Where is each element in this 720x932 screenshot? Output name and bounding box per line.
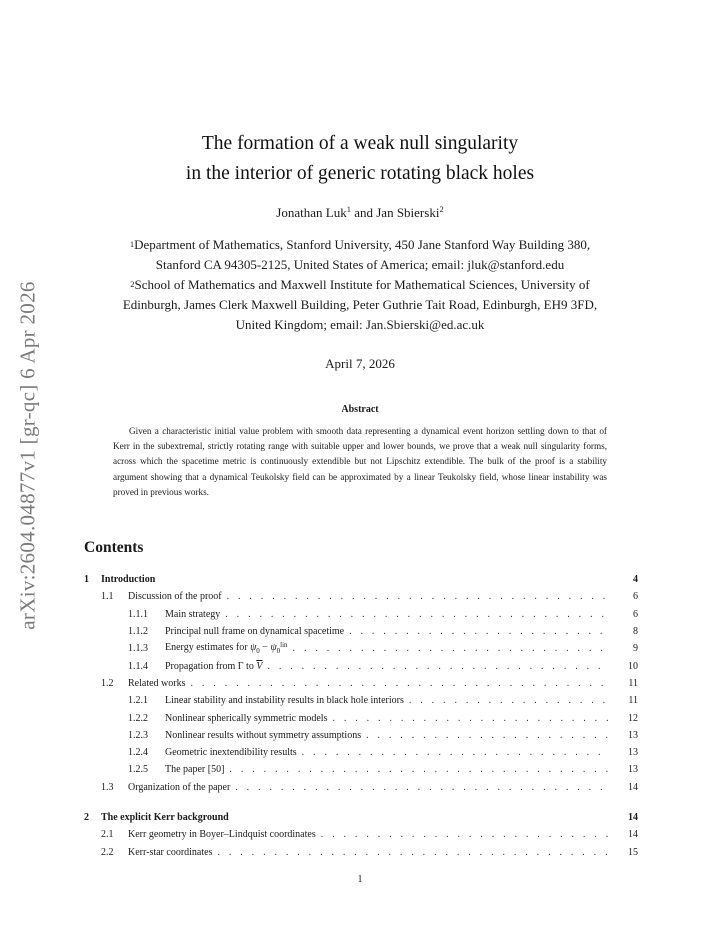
toc-entry-1-2-4[interactable]: 1.2.4 Geometric inextendibility results . . . 13 [84,744,638,761]
affiliation-2-line-2: Edinburgh, James Clerk Maxwell Building, Peter Guthrie Tait Road, Edinburgh, EH9 3FD, [122,297,598,312]
toc-entry-1-3[interactable]: 1.3 Organization of the paper . . . 14 [84,779,638,796]
toc-leader-dots [225,609,609,620]
author-luk-affil-mark: 1 [346,204,351,214]
title-line-2: in the interior of generic rotating black holes [185,163,535,184]
affiliation-1-line-1: $^1$Department of Mathematics, Stanford University, 450 Jane Stanford Way Building 380, [129,237,591,252]
arxiv-identifier-text: arXiv:2604.04877v1 [gr-qc] 6 Apr 2026 [15,281,40,630]
abstract-heading: Abstract [341,404,379,415]
toc-leader-dots [349,626,609,637]
toc-entry-1-2-3[interactable]: 1.2.3 Nonlinear results without symmetry assumptions . . . 13 [84,727,638,744]
toc-entry-1-2-1[interactable]: 1.2.1 Linear stability and instability results in black hole interiors . . . 11 [84,692,638,709]
toc-leader-dots [332,713,609,724]
affiliation-1-mark: 1 [129,239,135,249]
affiliation-2-line-3: United Kingdom; email: Jan.Sbierski@ed.ac.uk [235,317,485,332]
toc-entry-1-1-3[interactable]: 1.1.3 Energy estimates for $\psi_0 - \psi_0^{lin}$ . . . 9 [84,640,638,657]
toc-leader-dots [293,643,609,654]
paper-date: April 7, 2026 [325,356,395,371]
toc-leader-dots [409,695,609,706]
page-number: 1 [357,874,363,885]
affiliation-1-line-2: Stanford CA 94305-2125, United States of America; email: jluk@stanford.edu [155,257,565,272]
toc-entry-1-1-4[interactable]: 1.1.4 Propagation from Γ to $\overline{V}$ . . . 10 [84,657,638,674]
author-list [0,205,720,221]
affiliations [0,235,720,335]
affiliation-2-line-1: $^2$School of Mathematics and Maxwell Institute for Mathematical Sciences, University of [130,277,590,292]
toc-leader-dots [366,730,609,741]
affiliation-2-mark: 2 [130,279,135,289]
table-of-contents [84,571,638,861]
toc-entry-section-1[interactable]: 1 Introduction 4 [84,574,638,586]
toc-entry-1-1-2[interactable]: 1.1.2 Principal null frame on dynamical spacetime . . . 8 [84,623,638,640]
toc-leader-dots [321,829,609,840]
toc-entry-1-1[interactable]: 1.1 Discussion of the proof . . . 6 [84,588,638,605]
toc-entry-1-1-1[interactable]: 1.1.1 Main strategy . . . 6 [84,606,638,623]
toc-leader-dots [229,764,609,775]
toc-entry-section-2[interactable]: 2 The explicit Kerr background 14 [84,812,638,823]
author-luk: Jonathan Luk [276,205,347,220]
paper-title [0,129,720,189]
toc-leader-dots [191,678,610,689]
author-sbierski-affil-mark: 2 [439,204,444,214]
toc-leader-dots [227,591,609,602]
toc-entry-1-2-2[interactable]: 1.2.2 Nonlinear spherically symmetric models . . . 12 [84,709,638,726]
toc-entry-2-1[interactable]: 2.1 Kerr geometry in Boyer–Lindquist coordinates . . . 14 [84,826,638,843]
contents-heading: Contents [84,539,144,556]
toc-leader-dots [235,782,609,793]
author-sbierski: Jan Sbierski [376,205,440,220]
toc-entry-1-2[interactable]: 1.2 Related works . . . 11 [84,675,638,692]
toc-leader-dots [302,747,609,758]
abstract-body: Given a characteristic initial value problem with smooth data representing a dynamical event horizon settling down to that of Kerr in the subextremal, strictly rotating range with suitable upper and lower bounds, we prove that a weak null singularity forms, across which the spacetime metric is continuously extendible but not Lipschitz extendible. The bulk of the proof is a stability argument showing that a dynamical Teukolsky field can be approximated by a linear Teukolsky field, whose linear instability was proved in previous works. [113,426,607,497]
toc-leader-dots [267,661,609,672]
toc-entry-2-2[interactable]: 2.2 Kerr-star coordinates . . . 15 [84,843,638,860]
author-connector: and [350,205,377,220]
toc-entry-1-2-5[interactable]: 1.2.5 The paper [50] . . . 13 [84,761,638,778]
toc-leader-dots [217,847,609,858]
title-line-1: The formation of a weak null singularity [201,133,519,154]
